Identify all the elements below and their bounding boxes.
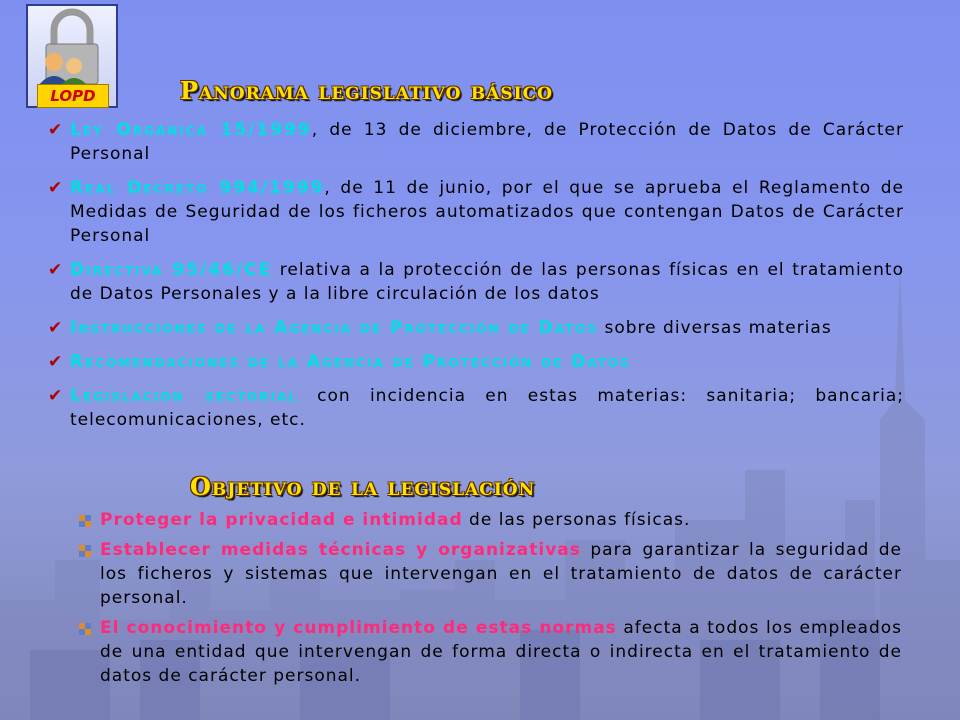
cube-bullet-icon [78,514,92,528]
list-item [78,508,902,532]
item-keyword: Legislación sectorial [70,386,298,406]
list-item [78,616,902,688]
section-title-objetivo: Objetivo de la legislación [190,472,536,501]
item-text: relativa a la protección de las personas físicas en el tratamiento de Datos Personales y a la libre circulación de los datos [70,260,904,304]
item-keyword: Proteger la privacidad e intimidad [100,510,463,530]
item-text: para garantizar la seguridad de los ficheros y sistemas que intervengan en el tratamiento de datos de carácter personal. [100,540,902,608]
list-item [78,538,902,610]
logo-label: LOPD [37,84,109,108]
checkmark-icon: ✔ [48,318,64,338]
item-text: con incidencia en estas materias: sanitaria; bancaria; telecomunicaciones, etc. [70,386,904,430]
item-keyword: El conocimiento y cumplimiento de estas normas [100,618,617,638]
section-title-panorama: Panorama legislativo básico [180,76,553,105]
checkmark-icon: ✔ [48,352,64,372]
lopd-logo [26,4,118,106]
checkmark-icon: ✔ [48,120,64,140]
list-item [48,176,904,248]
list-item [48,118,904,166]
padlock-users-icon [28,6,116,86]
item-text: sobre diversas materias [598,318,832,338]
list-item [48,384,904,432]
list-item [48,350,904,374]
item-keyword: Directiva 95/46/CE [70,260,273,280]
cube-bullet-icon [78,622,92,636]
item-text: , de 11 de junio, por el que se aprueba el Reglamento de Medidas de Seguridad de los ficheros automatizados que contengan Datos de Carácter Personal [70,178,904,246]
objectives-list [78,508,902,694]
item-text: , de 13 de diciembre, de Protección de Datos de Carácter Personal [70,120,905,164]
item-keyword: Establecer medidas técnicas y organizativas [100,540,581,560]
checkmark-icon: ✔ [48,178,64,198]
list-item [48,316,904,340]
item-keyword: Real Decreto 994/1999 [70,178,325,198]
item-keyword: Recomendaciones de la Agencia de Protección de Datos [70,352,631,372]
legislation-list [48,118,904,442]
item-text: afecta a todos los empleados de una entidad que intervengan de forma directa o indirecta en el tratamiento de datos de carácter personal. [100,618,902,686]
checkmark-icon: ✔ [48,386,64,406]
checkmark-icon: ✔ [48,260,64,280]
list-item [48,258,904,306]
cube-bullet-icon [78,544,92,558]
item-keyword: Ley Orgánica 15/1999 [70,120,312,140]
item-text: de las personas físicas. [462,510,691,530]
item-keyword: Instrucciones de la Agencia de Protección de Datos [70,318,599,338]
